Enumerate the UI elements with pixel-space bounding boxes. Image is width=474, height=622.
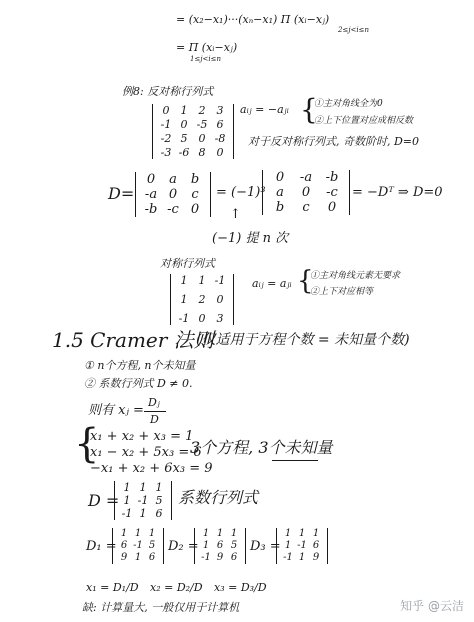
- antisymmetric-matrix: [152, 104, 234, 159]
- antisymmetric-rule: aᵢⱼ = −aⱼᵢ: [240, 103, 289, 116]
- coefficient-matrix: [114, 481, 172, 520]
- matrix-cell: -c: [167, 202, 179, 217]
- matrix-cell: 0: [162, 104, 170, 117]
- symmetric-condition-1: ①主对角线元素无要求: [310, 271, 401, 281]
- matrix-cell: 1: [216, 528, 224, 539]
- left-brace: {: [297, 266, 314, 296]
- matrix-cell: 0: [327, 200, 337, 215]
- matrix-cell: 6: [216, 540, 224, 551]
- matrix-cell: 1: [123, 494, 131, 507]
- matrix-cell: -1: [121, 507, 133, 520]
- cramer-formula-denominator: D: [150, 413, 159, 426]
- matrix-cell: 9: [312, 552, 320, 563]
- proof-note: (−1) 提 n 次: [212, 231, 289, 246]
- matrix-cell: 1: [202, 540, 210, 551]
- antisymmetric-condition-2: ②上下位置对应成相反数: [314, 116, 414, 126]
- matrix-cell: a: [276, 185, 284, 200]
- matrix-cell: 5: [230, 540, 238, 551]
- matrix-cell: c: [191, 187, 199, 202]
- matrix-cell: -a: [144, 187, 158, 202]
- matrix-cell: c: [302, 200, 310, 215]
- matrix-cell: -b: [144, 202, 158, 217]
- fraction-bar: [144, 411, 166, 412]
- matrix-cell: 3: [216, 104, 224, 117]
- matrix-cell: a: [169, 172, 177, 187]
- cramer-title-note: (仅适用于方程个数 = 未知量个数): [196, 332, 410, 348]
- system-brace: {: [74, 421, 100, 467]
- matrix-cell: 0: [180, 118, 188, 131]
- matrix-cell: -1: [283, 552, 293, 563]
- matrix-cell: 6: [120, 540, 128, 551]
- matrix-cell: -c: [326, 185, 338, 200]
- matrix-cell: 6: [148, 552, 156, 563]
- matrix-cell: 0: [168, 187, 178, 202]
- matrix-cell: 5: [180, 132, 188, 145]
- cramer-formula-lead: 则有 xⱼ =: [88, 403, 144, 418]
- matrix-cell: 1: [180, 274, 188, 287]
- matrix-cell: 1: [284, 540, 292, 551]
- matrix-cell: -8: [214, 132, 226, 145]
- left-brace: {: [300, 93, 318, 126]
- equation-note-underline: [272, 460, 318, 461]
- symmetric-rule: aᵢⱼ = aⱼᵢ: [252, 277, 292, 290]
- cramer-condition-2: ② 系数行列式 D ≠ 0.: [84, 377, 193, 390]
- matrix-cell: 0: [146, 172, 156, 187]
- matrix-cell: 0: [198, 132, 206, 145]
- matrix-cell: 1: [298, 528, 306, 539]
- matrix-cell: 6: [155, 507, 163, 520]
- matrix-cell: -1: [214, 274, 226, 287]
- cramer-title: 1.5 Cramer 法则: [52, 328, 214, 352]
- matrix-cell: -1: [133, 540, 143, 551]
- d2-matrix: [194, 528, 246, 564]
- matrix-cell: -1: [201, 552, 211, 563]
- matrix-cell: 0: [190, 202, 200, 217]
- matrix-cell: 1: [134, 528, 142, 539]
- symmetric-matrix: [170, 274, 234, 325]
- equation-1: x₁ + x₂ + x₃ = 1: [90, 429, 194, 444]
- x1-formula: x₁ = D₁/D: [86, 581, 139, 594]
- d3-label: D₃ =: [250, 539, 281, 554]
- example-8-label: 例8: 反对称行列式: [122, 85, 214, 98]
- coefficient-matrix-note: 系数行列式: [178, 488, 259, 507]
- matrix-cell: 1: [198, 274, 206, 287]
- proof-arrow: ↑: [230, 207, 241, 222]
- x2-formula: x₂ = D₂/D: [150, 581, 203, 594]
- symmetric-condition-2: ②上下对应相等: [310, 287, 374, 297]
- matrix-cell: 6: [216, 118, 224, 131]
- matrix-cell: -2: [160, 132, 172, 145]
- equation-note: 3个方程, 3个未知量: [190, 438, 333, 457]
- proof-d-label: D=: [108, 184, 135, 203]
- matrix-cell: 0: [301, 185, 311, 200]
- x3-formula: x₃ = D₃/D: [214, 581, 267, 594]
- matrix-cell: -b: [325, 170, 339, 185]
- matrix-cell: 1: [180, 293, 188, 306]
- antisymmetric-condition-1: ①主对角线全为0: [314, 99, 383, 109]
- proof-matrix-1: [135, 172, 211, 217]
- matrix-cell: 3: [216, 312, 224, 325]
- matrix-cell: -1: [178, 312, 190, 325]
- vandermonde-line-2-subscript: 1≤j<i≤n: [190, 55, 221, 63]
- matrix-cell: 6: [230, 552, 238, 563]
- matrix-cell: 9: [216, 552, 224, 563]
- vandermonde-line-1-subscript: 2≤j<i≤n: [338, 26, 369, 34]
- matrix-cell: 8: [198, 146, 206, 159]
- matrix-cell: -6: [178, 146, 190, 159]
- proof-conclusion: = −Dᵀ ⇒ D=0: [352, 185, 443, 200]
- matrix-cell: -1: [137, 494, 149, 507]
- matrix-cell: -3: [160, 146, 172, 159]
- vandermonde-line-1: = (x₂−x₁)···(xₙ−x₁) Π (xᵢ−xⱼ): [176, 13, 330, 26]
- matrix-cell: 1: [202, 528, 210, 539]
- matrix-cell: b: [275, 200, 285, 215]
- proof-matrix-2: [262, 170, 350, 215]
- matrix-cell: b: [190, 172, 200, 187]
- matrix-cell: -1: [160, 118, 172, 131]
- matrix-cell: 0: [216, 293, 224, 306]
- matrix-cell: 1: [123, 481, 131, 494]
- matrix-cell: 1: [148, 528, 156, 539]
- d2-label: D₂ =: [168, 539, 199, 554]
- matrix-cell: 1: [139, 507, 147, 520]
- matrix-cell: 1: [139, 481, 147, 494]
- matrix-cell: 1: [312, 528, 320, 539]
- matrix-cell: 0: [216, 146, 224, 159]
- matrix-cell: 1: [180, 104, 188, 117]
- cramer-footer: 缺: 计算量大, 一般仅用于计算机: [82, 601, 240, 614]
- equation-3: −x₁ + x₂ + 6x₃ = 9: [90, 461, 213, 476]
- symmetric-label: 对称行列式: [160, 257, 215, 270]
- cramer-condition-1: ① n个方程, n个未知量: [84, 359, 196, 372]
- matrix-cell: 2: [198, 104, 206, 117]
- antisymmetric-conclusion: 对于反对称行列式, 奇数阶时, D=0: [248, 135, 420, 148]
- matrix-cell: 5: [148, 540, 156, 551]
- vandermonde-line-2: = Π (xᵢ−xⱼ): [176, 41, 238, 54]
- matrix-cell: 6: [312, 540, 320, 551]
- matrix-cell: -5: [196, 118, 208, 131]
- matrix-cell: 1: [298, 552, 306, 563]
- matrix-cell: -1: [297, 540, 307, 551]
- matrix-cell: 1: [284, 528, 292, 539]
- d3-matrix: [276, 528, 328, 564]
- matrix-cell: 5: [155, 494, 163, 507]
- matrix-cell: 1: [155, 481, 163, 494]
- proof-equals-sign-factor: = (−1)³: [216, 185, 266, 200]
- matrix-cell: 0: [275, 170, 285, 185]
- matrix-cell: 9: [120, 552, 128, 563]
- coefficient-d-label: D =: [88, 491, 120, 510]
- cramer-formula-numerator: Dⱼ: [148, 396, 160, 409]
- d1-matrix: [112, 528, 164, 564]
- watermark: 知乎 @云洁: [400, 599, 464, 613]
- matrix-cell: -a: [299, 170, 313, 185]
- matrix-cell: 0: [198, 312, 206, 325]
- matrix-cell: 1: [134, 552, 142, 563]
- matrix-cell: 1: [120, 528, 128, 539]
- matrix-cell: 1: [230, 528, 238, 539]
- d1-label: D₁ =: [86, 539, 117, 554]
- equation-2: x₁ − x₂ + 5x₃ = 6: [90, 445, 202, 460]
- matrix-cell: 2: [198, 293, 206, 306]
